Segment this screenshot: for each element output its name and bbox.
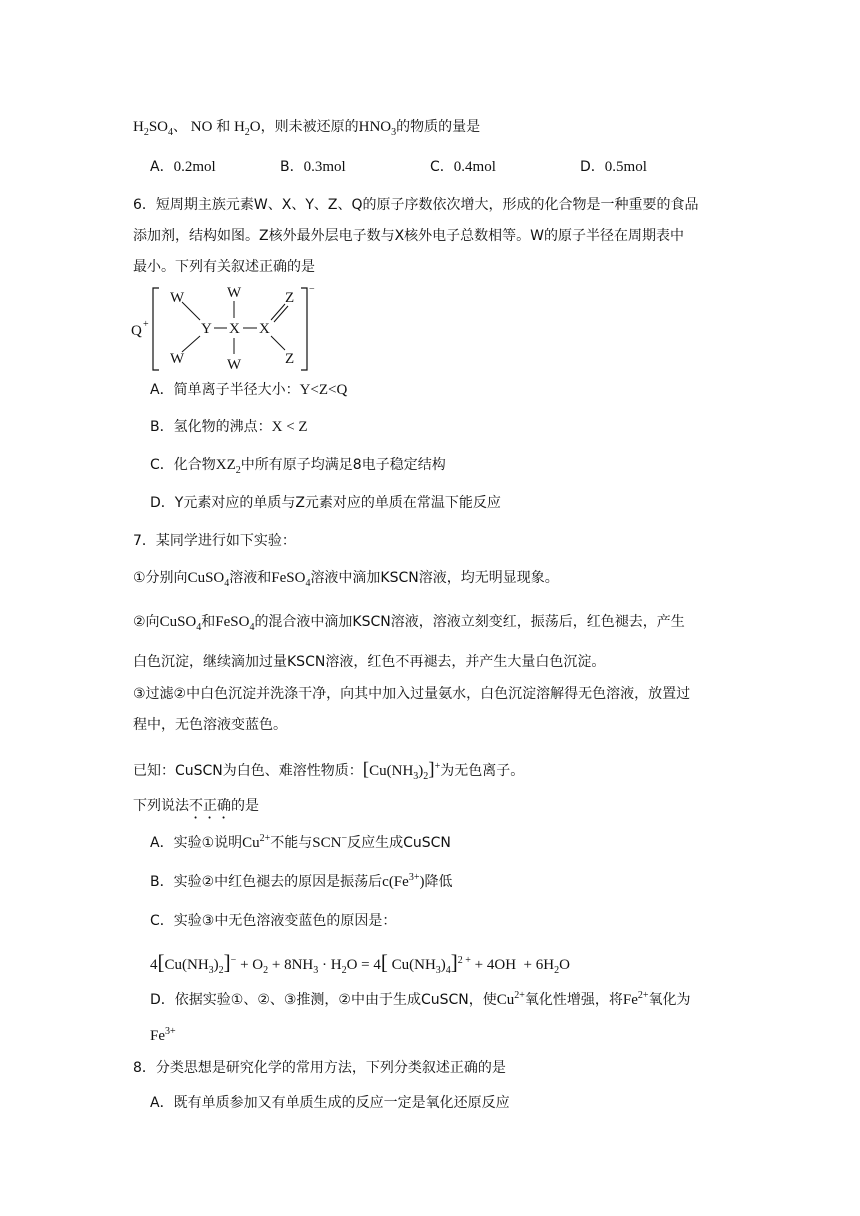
q7-exp1: ①分别向CuSO$_4$溶液和FeSO$_4$溶液中滴加KSCN溶液，均无明显现象。 xyxy=(133,570,559,589)
structure-q-charge: + xyxy=(143,319,149,330)
q7-option-b[interactable]: B．实验②中红色褪去的原因是振荡后$c(Fe^{3+})$降低 xyxy=(150,872,453,890)
q7-exp3-line1: ③过滤②中白色沉淀并洗涤干净，向其中加入过量氨水，白色沉淀溶解得无色溶液，放置过 xyxy=(133,686,691,702)
q7-option-a[interactable]: A．实验①说明$Cu^{2+}$不能与SCN−反应生成CuSCN xyxy=(150,833,451,851)
q6-structure-diagram xyxy=(125,280,335,376)
q7-option-c[interactable]: C．实验③中无色溶液变蓝色的原因是： xyxy=(150,913,397,929)
structure-y: Y xyxy=(201,321,212,337)
structure-x2: X xyxy=(259,321,270,337)
q6-stem-line2: 添加剂，结构如图。Z核外最外层电子数与X核外电子总数相等。W的原子半径在周期表中 xyxy=(133,228,685,244)
q8-option-a[interactable]: A．既有单质参加又有单质生成的反应一定是氧化还原反应 xyxy=(150,1095,510,1111)
structure-w-top: W xyxy=(227,285,242,301)
q6-option-a[interactable]: A．简单离子半径大小：Y<Z<Q xyxy=(150,382,348,398)
structure-w-bottomleft: W xyxy=(170,351,185,367)
structure-z-top: Z xyxy=(285,290,295,306)
structure-anion-charge: − xyxy=(309,284,315,295)
q5-options xyxy=(150,157,647,177)
q7-exp3-line2: 程中，无色溶液变蓝色。 xyxy=(133,717,287,733)
q8-title: 8．分类思想是研究化学的常用方法，下列分类叙述正确的是 xyxy=(133,1060,506,1076)
q6-option-d[interactable]: D．Y元素对应的单质与Z元素对应的单质在常温下能反应 xyxy=(150,495,501,511)
structure-z-bottom: Z xyxy=(285,351,295,367)
structure-w-bottom: W xyxy=(227,357,242,373)
q7-exp2-line2: 白色沉淀，继续滴加过量KSCN溶液，红色不再褪去，并产生大量白色沉淀。 xyxy=(133,654,606,670)
q7-equation: $4[Cu(NH_3)_2]^- + O_2 + 8NH_3 \cdot H_2O = 4$[ $Cu(NH_3)_4]^{2 +} + 4OH + 6H_2O$ xyxy=(150,950,570,976)
structure-x1: X xyxy=(229,321,240,337)
q6-option-c[interactable]: C．化合物$XZ_2$中所有原子均满足8电子稳定结构 xyxy=(150,457,446,476)
q7-question: 下列说法不正确的是 xyxy=(133,798,259,814)
q7-exp2-line1: ②向CuSO$_4$和FeSO$_4$的混合液中滴加KSCN溶液，溶液立刻变红，振荡后，红色褪去，产生 xyxy=(133,614,685,633)
emphasis-not-correct: 不正确 xyxy=(189,798,231,814)
structure-w-topleft: W xyxy=(170,290,185,306)
q5-option-b[interactable]: B．0.3mol xyxy=(280,159,346,175)
q5-option-a[interactable]: A．0.2mol xyxy=(150,159,216,175)
q7-option-d-line2: $Fe^{3+}$ xyxy=(150,1026,176,1044)
structure-q: Q xyxy=(131,323,142,339)
q6-stem-line3: 最小。下列有关叙述正确的是 xyxy=(133,259,315,275)
q6-stem-line1: 6．短周期主族元素W、X、Y、Z、Q的原子序数依次增大，形成的化合物是一种重要的食品 xyxy=(133,197,699,213)
q7-title: 7．某同学进行如下实验： xyxy=(133,533,296,549)
q5-option-c[interactable]: C．0.4mol xyxy=(430,159,496,175)
q5-stem-line: $H_2SO_4$、 NO 和 $H_2O$，则未被还原的$HNO_3$的物质的量是 xyxy=(133,119,481,138)
q7-known: 已知：CuSCN为白色、难溶性物质：$[Cu(NH_3)_2]^+$为无色离子。 xyxy=(133,759,525,782)
q7-option-d-line1[interactable]: D．依据实验①、②、③推测，②中由于生成CuSCN，使$Cu^{2+}$氧化性增强，将$Fe^{2+}$氧化为 xyxy=(150,990,691,1008)
q6-option-b[interactable]: B．氢化物的沸点：X < Z xyxy=(150,419,308,435)
q5-option-d[interactable]: D．0.5mol xyxy=(580,159,647,175)
